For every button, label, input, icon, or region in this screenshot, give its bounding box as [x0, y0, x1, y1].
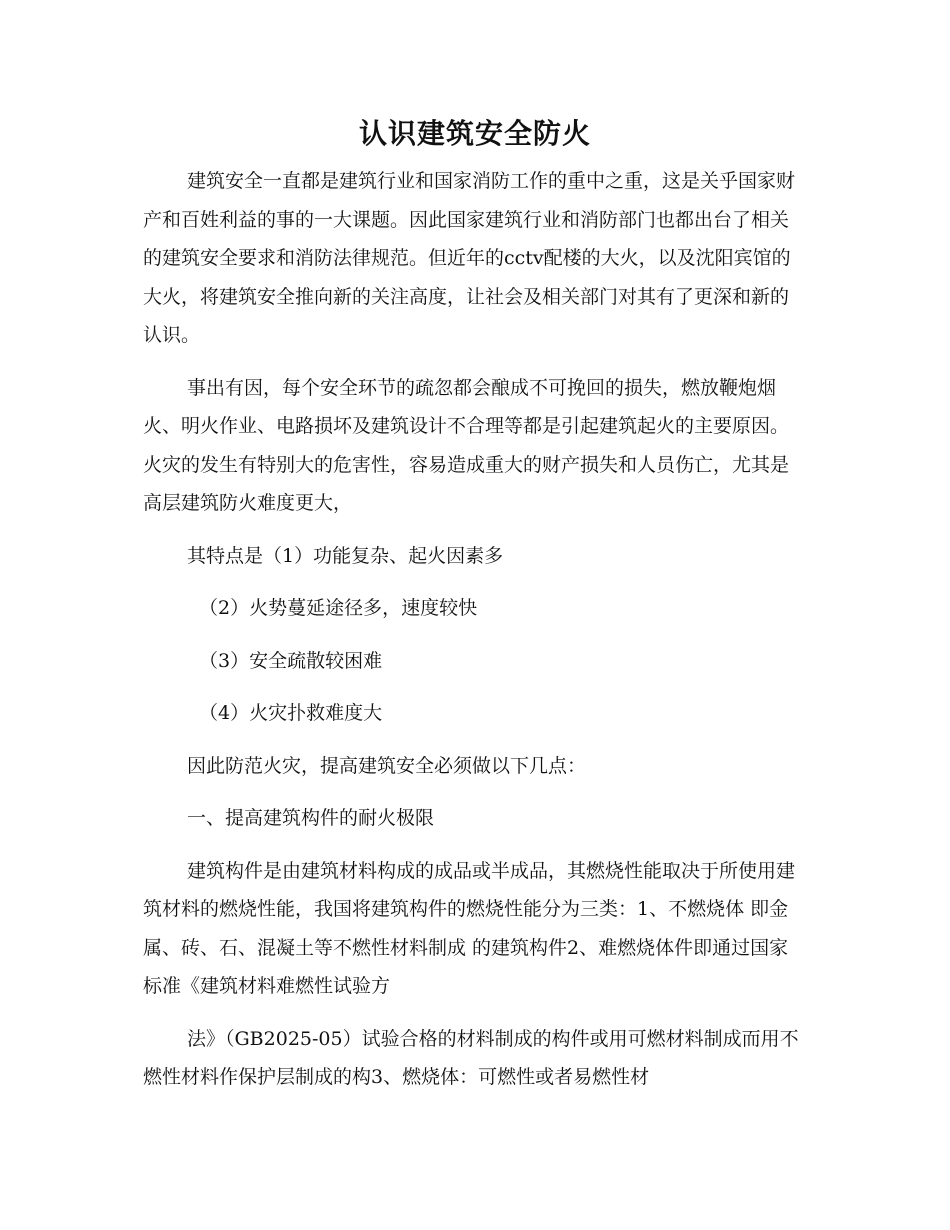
- paragraph-causes: 事出有因，每个安全环节的疏忽都会酿成不可挽回的损失，燃放鞭炮烟火、明火作业、电路损坏及建筑设计不合理等都是引起建筑起火的主要原因。火灾的发生有特别大的危害性，容易造成重大的财产损失和人员伤亡，尤其是高层建筑防火难度更大，: [143, 376, 790, 514]
- paragraph-components: 建筑构件是由建筑材料构成的成品或半成品，其燃烧性能取决于所使用建筑材料的燃烧性能，我国将建筑构件的燃烧性能分为三类：1、不燃烧体 即金属、砖、石、混凝土等不燃性材料制成 的建筑构件2、难燃烧体件即通过国家标准《建筑材料难燃性试验方: [143, 859, 796, 997]
- paragraph-intro: 建筑安全一直都是建筑行业和国家消防工作的重中之重，这是关乎国家财产和百姓利益的事的一大课题。因此国家建筑行业和消防部门也都出台了相关的建筑安全要求和消防法律规范。但近年的cctv配楼的大火，以及沈阳宾馆的大火，将建筑安全推向新的关注高度，让社会及相关部门对其有了更深和新的认识。: [143, 170, 796, 346]
- paragraph-features-3: （3）安全疏散较困难: [199, 649, 383, 672]
- document-body: [143, 162, 807, 1097]
- paragraph-features-1: 其特点是（1）功能复杂、起火因素多: [187, 544, 504, 567]
- paragraph-features-2: （2）火势蔓延途径多，速度较快: [199, 597, 478, 619]
- paragraph-standard: 法》（GB2025-05）试验合格的材料制成的构件或用可燃材料制成而用不燃性材料作保护层制成的构3、燃烧体：可燃性或者易燃性材: [143, 1027, 799, 1088]
- document-title: 认识建筑安全防火: [358, 117, 591, 150]
- paragraph-measures-intro: 因此防范火灾，提高建筑安全必须做以下几点：: [187, 754, 587, 777]
- paragraph-features-4: （4）火灾扑救难度大: [199, 702, 383, 724]
- section-heading-1: 一、提高建筑构件的耐火极限: [187, 807, 435, 829]
